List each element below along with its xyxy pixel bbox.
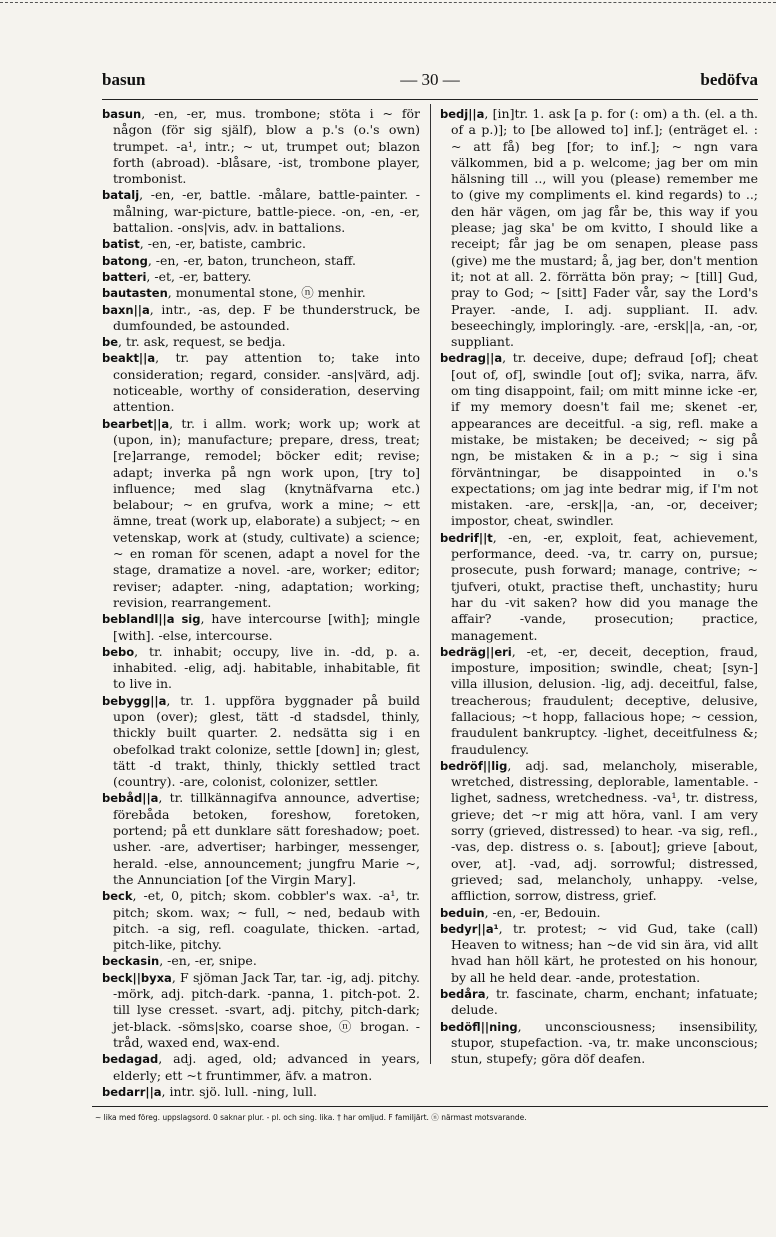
entry-definition: , -en, -er, battle. -målare, battle-painter. -målning, war-picture, battle-piece. -on, -en, -er, battalion. -ons|vis, adv. in battalions. (113, 187, 420, 236)
entry-definition: , tr. ask, request, se bedja. (118, 334, 286, 350)
entry-headword: beck||byxa (102, 970, 172, 985)
dictionary-entry (102, 1084, 420, 1100)
entry-definition: , adj. aged, old; advanced in years, elderly; ett ~t fruntimmer, äfv. a matron. (113, 1051, 420, 1083)
entry-headword: bebo (102, 644, 135, 659)
top-border (0, 2, 776, 3)
entry-headword: bebygg||a (102, 693, 167, 708)
entry-definition: , intr. sjö. lull. -ning, lull. (161, 1083, 317, 1099)
entry-headword: batist (102, 237, 140, 252)
entry-definition: , tr. fascinate, charm, enchant; infatuate; delude. (451, 986, 758, 1018)
entry-definition: , -et, 0, pitch; skom. cobbler's wax. -a¹, tr. pitch; skom. wax; ~ full, ~ ned, bedaub with pitch. -a sig, refl. coagulate, thicken. -artad, pitch-like, pitchy. (113, 888, 420, 953)
dictionary-entry (440, 106, 758, 350)
entry-definition: , tr. protest; ~ vid Gud, take (call) Heaven to witness; han ~de vid sin ära, vid allt hvad han höll kärt, he protested on his honour, by all he held dear. -ande, protestation. (451, 920, 758, 985)
dictionary-entry (440, 758, 758, 905)
dictionary-entry (440, 530, 758, 644)
right-column (440, 106, 758, 1068)
entry-headword: bedräg||eri (440, 644, 512, 659)
dictionary-entry (102, 350, 420, 415)
entry-definition: , monumental stone, ⓝ menhir. (167, 285, 366, 301)
dictionary-entry (102, 106, 420, 187)
left-column (102, 106, 420, 1100)
entry-definition: , tr. pay attention to; take into consideration; regard, consider. -ans|värd, adj. noticeable, worthy of consideration, deserving attention. (113, 350, 420, 415)
dictionary-entry (440, 905, 758, 921)
column-separator (430, 104, 431, 1064)
entry-definition: , -en, -er, exploit, feat, achievement, performance, deed. -va, tr. carry on, pursue; prosecute, push forward; manage, contrive; ~ tjufveri, otukt, practise theft, unchastity; huru har du -vit saken? how did you manage the affair? -vande, prosecution; practice, management. (451, 529, 758, 643)
dictionary-entry (102, 285, 420, 301)
entry-headword: be (102, 335, 119, 350)
header-last-word: bedöfva (700, 70, 758, 89)
entry-headword: beblandl||a sig (102, 612, 201, 627)
page-number: — 30 — (400, 70, 460, 89)
entry-definition: , -en, -er, baton, truncheon, staff. (147, 252, 356, 268)
entry-definition: , [in]tr. 1. ask [a p. for (: om) a th. (el. a th. of a p.)]; to [be allowed to] inf.]; (enträget el. : ~ att få) beg [for; to inf.]; ~ ngn vara välkommen, bid a p. welcome; jag ber om min hälsning till .., will you (please) remember me to (give my compliments el. kind regards) to ..; den här vägen, om jag får be, this way if you please; jag ska' be om kvitto, I should like a receipt; får jag be om senapen, please pass (give) me the mustard; å, jag ber, don't mention it; not at all. 2. förrätta bön pray; ~ [till] Gud, pray to God; ~ [sitt] Fader vår, say the Lord's Prayer. -ande, I. adj. suppliant. II. adv. beseechingly, imploringly. -are, -ersk||a, -an, -or, suppliant. (451, 106, 758, 350)
entry-definition: , adj. sad, melancholy, miserable, wretched, distressing, deplorable, lamentable. -lighet, sadness, wretchedness. -va¹, tr. distress, grieve; det ~r mig att höra, vanl. I am very sorry (grieved, distressed) to hear. -va sig, refl., -vas, dep. distress o. s. [about]; grieve [about, over, at]. -vad, adj. sorrowful; distressed, grieved; sad, melancholy, unhappy. -velse, affliction, sorrow, distress, grief. (451, 757, 758, 904)
entry-definition: , tr. 1. uppföra byggnader på build upon (over); glest, tätt -d stadsdel, thinly, thickly built quarter. 2. nedsätta sig i en obefolkad trakt colonize, settle [down] in; glest, tätt -d trakt, thinly, thickly settled tract (country). -are, colonist, colonizer, settler. (113, 692, 420, 790)
entry-definition: , unconsciousness; insensibility, stupor, stupefaction. -va, tr. make unconscious; stun, stupefy; göra döf deafen. (451, 1018, 758, 1067)
dictionary-entry (102, 888, 420, 953)
entry-headword: bautasten (102, 286, 168, 301)
dictionary-entry (102, 302, 420, 335)
entry-headword: bearbet||a (102, 416, 170, 431)
dictionary-entry (102, 253, 420, 269)
dictionary-entry (102, 334, 420, 350)
entry-headword: bedrag||a (440, 351, 503, 366)
dictionary-entry (440, 921, 758, 986)
dictionary-entry (102, 236, 420, 252)
entry-headword: beakt||a (102, 351, 156, 366)
dictionary-entry (440, 1019, 758, 1068)
dictionary-entry (102, 953, 420, 969)
entry-headword: bedarr||a (102, 1084, 162, 1099)
abbreviation-legend: ~ lika med föreg. uppslagsord. 0 saknar plur. - pl. och sing. lika. † har omljud. F familjärt. ⓝ närmast motsvarande. (95, 1113, 527, 1122)
dictionary-entry (102, 970, 420, 1051)
dictionary-entry (440, 986, 758, 1019)
entry-definition: , -en, -er, mus. trombone; stöta i ~ för någon (för sig själf), blow a p.'s (o.'s own) trumpet. -a¹, intr.; ~ ut, trumpet out; blazon forth (abroad). -blåsare, -ist, trombone player, trombonist. (113, 106, 420, 187)
entry-headword: bedagad (102, 1052, 159, 1067)
entry-definition: , F sjöman Jack Tar, tar. -ig, adj. pitchy. -mörk, adj. pitch-dark. -panna, 1. pitch-pot. 2. till lyse cresset. -svart, adj. pitchy, pitch-dark; jet-black. -söms|sko, coarse shoe, ⓝ brogan. -tråd, waxed end, wax-end. (113, 969, 420, 1050)
entry-headword: beck (102, 889, 133, 904)
entry-headword: bedåra (440, 987, 486, 1002)
entry-headword: bedyr||a¹ (440, 921, 499, 936)
dictionary-entry (102, 269, 420, 285)
entry-definition: , -en, -er, batiste, cambric. (139, 236, 307, 252)
entry-definition: , tr. tillkännagifva announce, advertise; förebåda betoken, foreshow, foretoken, portend; på ett dunklare sätt foreshadow; poet. usher. -are, advertiser; harbinger, messenger, herald. -else, announcement; jungfru Marie ~, the Annunciation [of the Virgin Mary]. (113, 790, 420, 887)
entry-headword: beckasin (102, 954, 160, 969)
entry-definition: , -et, -er, battery. (146, 268, 252, 284)
entry-headword: bedöfl||ning (440, 1019, 518, 1034)
dictionary-entry (102, 790, 420, 888)
entry-headword: bebåd||a (102, 791, 159, 806)
dictionary-entry (102, 693, 420, 791)
entry-definition: , tr. deceive, dupe; defraud [of]; cheat [out of, of], swindle [out of]; svika, narra, äfv. om ting disappoint, fail; om mitt minne icke -er, if my memory doesn't fail me; skenet -er, appearances are deceitful. -a sig, refl. make a mistake, be mistaken; be deceived; ~ sig på ngn, be mistaken & in a p.; ~ sig i sina förväntningar, be disappointed in o.'s expectations; om jag inte bedrar mig, if I'm not mistaken. -are, -ersk||a, -an, -or, deceiver; impostor, cheat, swindler. (451, 350, 758, 529)
entry-headword: batalj (102, 188, 140, 203)
entry-headword: baxn||a (102, 302, 150, 317)
header-first-word: basun (102, 70, 146, 89)
dictionary-entry (102, 611, 420, 644)
entry-definition: , -et, -er, deceit, deception, fraud, imposture, imposition; swindle, cheat; [syn-] villa illusion, delusion. -lig, adj. deceitful, false, treacherous; fraudulent; deceptive, delusive, fallacious; ~t hopp, fallacious hope; ~ cession, fraudulent bankruptcy. -lighet, deceitfulness &; fraudulency. (451, 643, 758, 757)
dictionary-entry (440, 644, 758, 758)
entry-definition: , -en, -er, Bedouin. (484, 904, 601, 920)
dictionary-entry (102, 187, 420, 236)
dictionary-entry (440, 350, 758, 529)
entry-headword: bedj||a (440, 107, 485, 121)
header-rule (102, 99, 758, 100)
entry-headword: beduin (440, 905, 485, 920)
entry-headword: bedrif||t (440, 530, 493, 545)
entry-headword: batteri (102, 269, 147, 284)
dictionary-entry (102, 1051, 420, 1084)
dictionary-entry (102, 416, 420, 612)
entry-definition: , -en, -er, snipe. (159, 953, 257, 969)
entry-definition: , tr. i allm. work; work up; work at (upon, in); manufacture; prepare, dress, treat; [re]arrange, remodel; böcker edit; revise; adapt; inverka på ngn work upon, [try to] influence; med slag (knytnäfvarna etc.) belabour; ~ en grufva, work a mine; ~ ett ämne, treat (work up, elaborate) a subject; ~ en vetenskap, work at (study, cultivate) a science; ~ en roman för scenen, adapt a novel for the stage, dramatize a novel. -are, worker; editor; reviser; adapter. -ning, adaptation; working; revision, rearrangement. (113, 415, 420, 610)
entry-headword: batong (102, 253, 148, 268)
dictionary-entry (102, 644, 420, 693)
page-header (102, 70, 758, 96)
entry-definition: , intr., -as, dep. F be thunderstruck, be dumfounded, be astounded. (113, 301, 420, 333)
entry-definition: , tr. inhabit; occupy, live in. -dd, p. a. inhabited. -elig, adj. habitable, inhabitable, fit to live in. (113, 643, 420, 692)
entry-definition: , have intercourse [with]; mingle [with]. -else, intercourse. (113, 611, 420, 643)
footnote-rule (92, 1106, 768, 1107)
entry-headword: basun (102, 107, 142, 121)
entry-headword: bedröf||lig (440, 758, 508, 773)
